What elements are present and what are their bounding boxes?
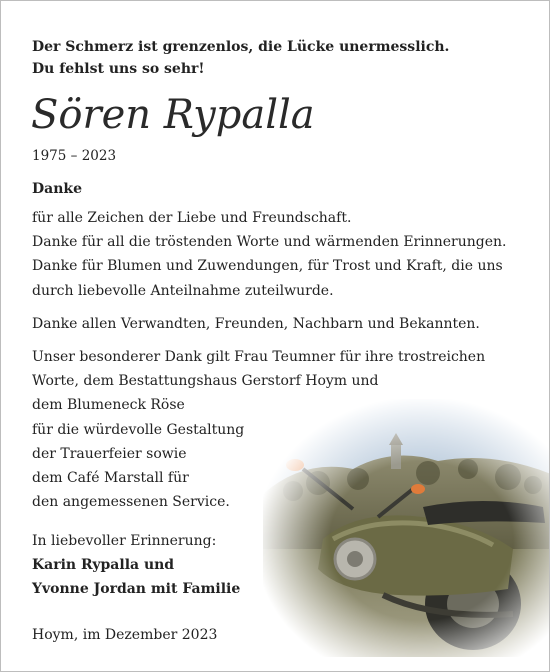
text-line: den angemessenen Service. (32, 494, 230, 511)
text-line: dem Café Marstall für (32, 470, 189, 487)
text-line: durch liebevolle Anteilnahme zuteilwurde. (32, 282, 334, 299)
text-line: Danke allen Verwandten, Freunden, Nachbarn und Bekannten. (32, 316, 480, 332)
motto-line-2: Du fehlst uns so sehr! (32, 61, 205, 77)
text-line: Danke für Blumen und Zuwendungen, für Trost und Kraft, die uns (32, 258, 503, 275)
text-line: für alle Zeichen der Liebe und Freundschaft. (32, 210, 352, 226)
text-line: Danke für all die tröstenden Worte und wärmenden Erinnerungen. (32, 234, 507, 251)
signature-name: Yvonne Jordan mit Familie (32, 581, 241, 598)
thanks-paragraph-1 (32, 206, 506, 303)
text-line: Unser besonderer Dank gilt Frau Teumner für ihre trostreichen (32, 349, 486, 365)
moped-photo-icon (263, 399, 550, 657)
motto-line-1: Der Schmerz ist grenzenlos, die Lücke unermesslich. (32, 39, 450, 55)
text-line: für die würdevolle Gestaltung (32, 421, 245, 438)
deceased-name: Sören Rypalla (31, 92, 315, 138)
moped-photo (263, 399, 550, 657)
thanks-heading: Danke (32, 181, 82, 197)
signature-block (32, 529, 240, 602)
thanks-paragraph-2 (32, 312, 480, 336)
text-line: Worte, dem Bestattungshaus Gerstorf Hoym und (32, 373, 379, 390)
place-date: Hoym, im Dezember 2023 (32, 627, 218, 643)
signature-intro: In liebevoller Erinnerung: (32, 533, 217, 549)
motto (32, 36, 449, 80)
text-line: dem Blumeneck Röse (32, 397, 185, 414)
signature-name: Karin Rypalla und (32, 557, 175, 574)
text-line: der Trauerfeier sowie (32, 445, 187, 462)
life-dates: 1975 – 2023 (32, 148, 117, 164)
